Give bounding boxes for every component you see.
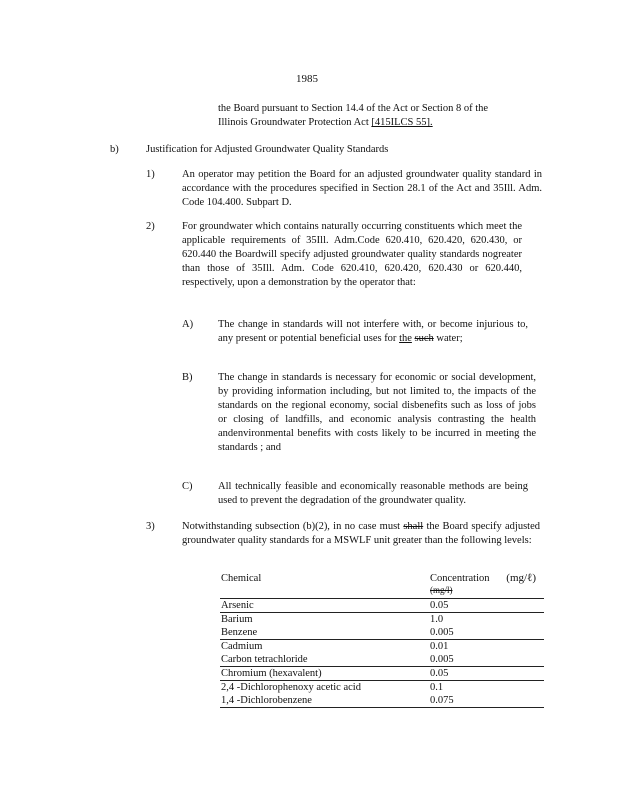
chemical-cell: Cadmium	[221, 641, 263, 652]
concentration-cell: 0.005	[429, 626, 544, 640]
item-2-B-label: B)	[182, 372, 193, 383]
page-number: 1985	[296, 73, 318, 85]
table-header-row	[220, 572, 544, 599]
table-row	[220, 694, 544, 708]
statute-citation: [415ILCS 55]	[371, 117, 431, 128]
item-2-B-text: The change in standards is necessary for economic or social development, by providing information including, but not limited to, the impacts of the standards on the regional economy, social disbenefits such as loss of jobs or closing of landfills, and economic analysis contrasting the health andenvironmental benefits with costs likely to be incurred in meeting the standards ; and	[218, 372, 536, 453]
item-2-C-text: All technically feasible and economically reasonable methods are being used to prevent the degradation of the groundwater quality.	[218, 481, 528, 506]
chemical-cell: Arsenic	[221, 600, 254, 611]
concentration-cell: 0.05	[430, 600, 449, 611]
item-2-A-text	[218, 318, 528, 346]
item-1-label: 1)	[146, 169, 155, 180]
concentration-cell: 0.075	[429, 694, 544, 708]
table-row	[220, 653, 544, 667]
column-header-unit: (mg/ℓ)	[506, 572, 536, 584]
table-row	[220, 599, 544, 613]
column-header-concentration	[429, 572, 544, 599]
section-b-label: b)	[110, 144, 119, 155]
chemical-cell: 1,4 -Dichlorobenzene	[220, 694, 429, 708]
chemical-cell: Carbon tetrachloride	[220, 653, 429, 667]
item-1-text: An operator may petition the Board for an adjusted groundwater quality standard in accordance with the procedures specified in Section 28.1 of the Act and 35Ill. Adm. Code 104.400. Subpart D.	[182, 169, 542, 208]
table-row	[220, 681, 544, 695]
deleted-word: shall	[403, 521, 424, 532]
deleted-word: such	[414, 333, 434, 344]
chemical-cell: Benzene	[220, 626, 429, 640]
concentration-cell: 0.01	[430, 641, 449, 652]
column-header-unit-struck: (mg/l)	[430, 585, 453, 595]
inserted-word: the	[399, 333, 412, 344]
intro-line-1: the Board pursuant to Section 14.4 of the Act or Section 8 of the	[218, 103, 489, 114]
item-2-label: 2)	[146, 221, 155, 232]
item-2-A-label: A)	[182, 319, 194, 330]
chemical-cell: Chromium (hexavalent)	[221, 668, 322, 679]
chemical-limits-table	[220, 572, 544, 708]
chemical-cell: Barium	[220, 613, 429, 627]
table-row	[220, 640, 544, 654]
item-3-label: 3)	[146, 521, 155, 532]
item-3-text	[182, 520, 540, 548]
item-3-body-a: Notwithstanding subsection (b)(2), in no case must	[182, 521, 404, 532]
chemical-cell: 2,4 -Dichlorophenoxy acetic acid	[220, 681, 429, 695]
table-row	[220, 613, 544, 627]
item-2-A-body: The change in standards will not interfere with, or become injurious to, any present or potential beneficial uses for	[218, 319, 528, 344]
concentration-cell: 0.05	[430, 668, 449, 679]
intro-paragraph	[218, 102, 524, 130]
column-header-concentration-label: Concentration	[430, 573, 490, 584]
column-header-chemical: Chemical	[220, 572, 429, 599]
table-row	[220, 667, 544, 681]
table-row	[220, 626, 544, 640]
item-3-body-b: the Board specify adjusted groundwater quality standards for a MSWLF unit greater than the following levels:	[182, 521, 540, 546]
item-2-C-label: C)	[182, 481, 193, 492]
intro-line-2	[218, 116, 524, 130]
concentration-cell: 0.1	[429, 681, 544, 695]
concentration-cell: 1.0	[429, 613, 544, 627]
item-2-text: For groundwater which contains naturally occurring constituents which meet the applicable requirements of 35Ill. Adm.Code 620.410, 620.420, 620.430, or 620.440 the Boardwill specify adjusted groundwater quality standards nogreater than those of 35Ill. Adm. Code 620.410, 620.420, 620.430 or 620.440, respectively, upon a demonstration by the operator that:	[182, 221, 522, 288]
item-2-A-end: water;	[433, 333, 463, 344]
intro-line-2-end: .	[430, 117, 433, 128]
section-b-heading: Justification for Adjusted Groundwater Quality Standards	[146, 144, 389, 155]
intro-line-2-text: Illinois Groundwater Protection Act	[218, 117, 372, 128]
concentration-cell: 0.005	[429, 653, 544, 667]
